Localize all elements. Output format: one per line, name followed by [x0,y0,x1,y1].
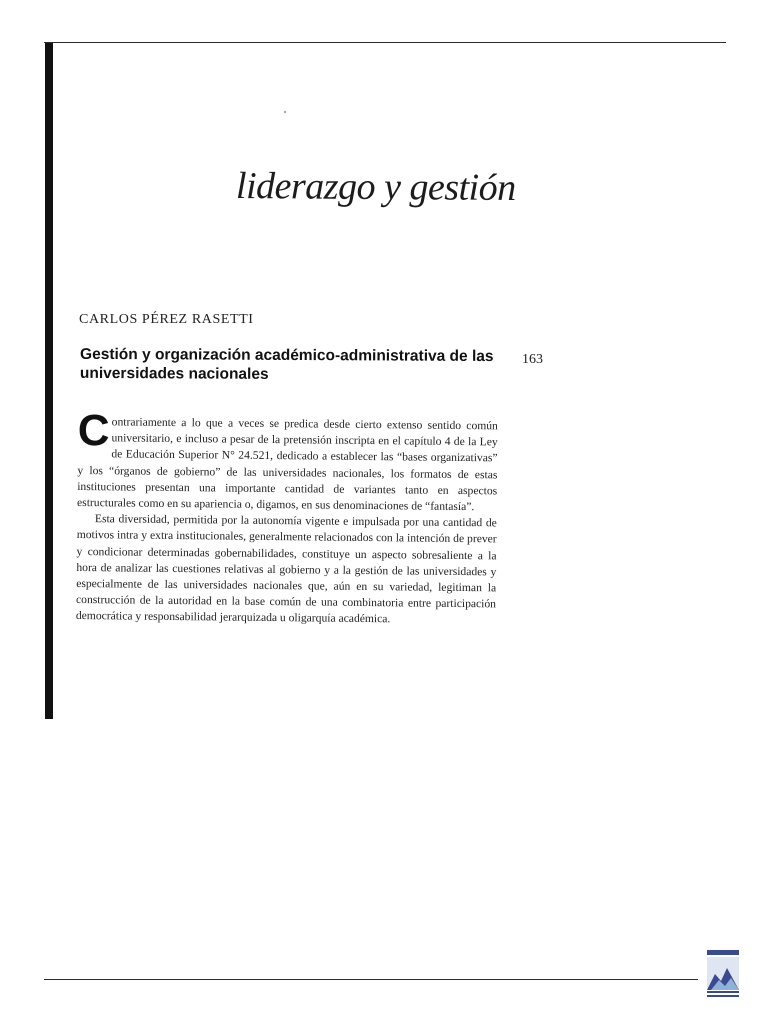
article-body [75,406,498,629]
drop-cap: C [77,406,110,456]
bottom-rule [44,979,698,980]
article-title: Gestión y organización académico-administrativa de las universidades nacionales [79,345,494,383]
logo-line-1 [707,991,739,993]
publisher-logo [707,950,739,1000]
paragraph-1-text: ontrariamente a lo que a veces se predica desde cierto extenso sentido común universitario, e incluso a pesar de la pretensión inscripta en el capítulo 4 de la Ley de Educación Superior N° 24.521, dedicado a establecer las “bases organizativas” y los “órganos de gobierno” de las universidades nacionales, los formatos de estas instituciones presentan una importante cantidad de variantes tanto en aspectos estructurales como en su apariencia o, digamos, en sus denominaciones de “fantasía”. [77,415,498,514]
left-margin-bar [45,43,53,719]
logo-line-2 [707,995,739,997]
section-title: liderazgo y gestión [235,165,516,209]
paragraph-1 [77,406,498,516]
paragraph-2: Esta diversidad, permitida por la autonomía vigente e impulsada por una cantidad de motivos intra y extra institucionales, generalmente relacionados con la intención de prever y condicionar determinadas gobernabilidades, constituye un aspecto sobresaliente a la hora de analizar las cuestiones relativas al gobierno y a la gestión de las universidades y especialmente de las universidades nacionales que, aún en su variedad, legitiman la construcción de la autoridad en la base común de una combinatoria entre participación democrática y responsabilidad jerarquizada u oligarquía académica. [75,512,497,626]
author-name: CARLOS PÉREZ RASETTI [79,312,254,327]
logo-header-band [707,950,739,955]
mountain-logo-icon [707,950,739,1000]
speck [284,111,286,113]
top-rule [44,42,726,43]
page-number: 163 [522,352,543,367]
